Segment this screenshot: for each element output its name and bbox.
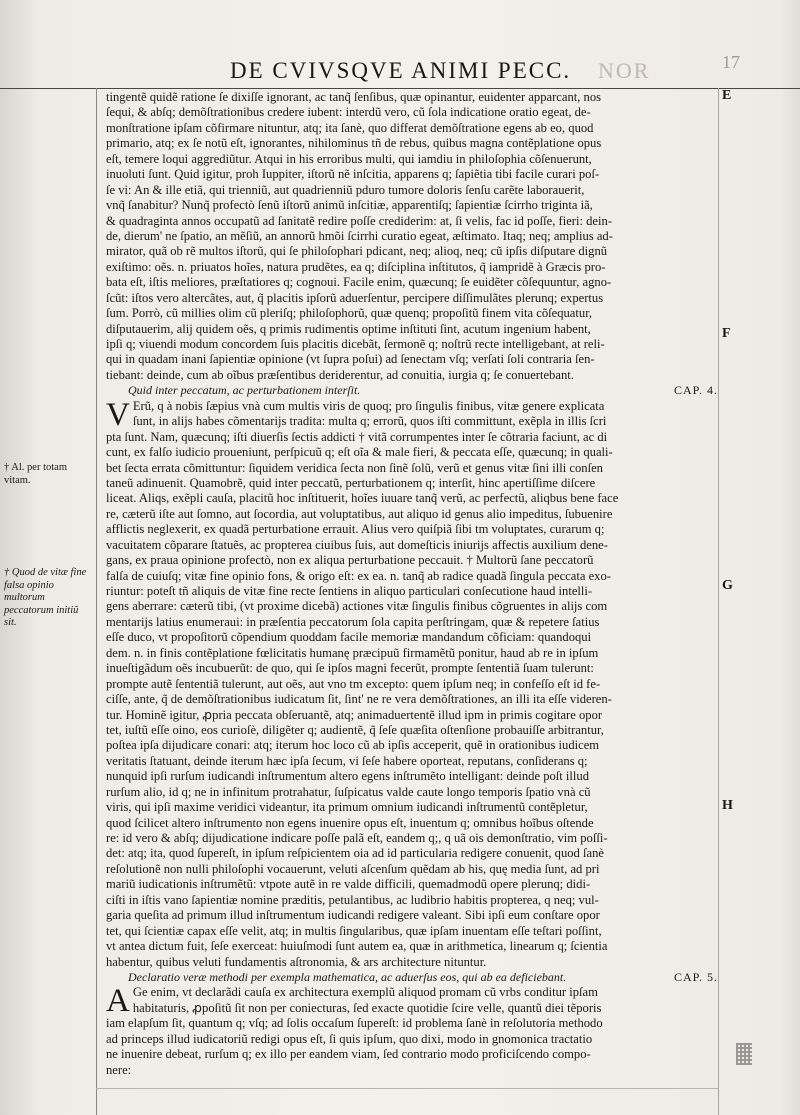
text-line: garia queſita ad primum illud inſtrumentum iudicandi redigere valeant. Sibi ipſi eum conſtare opor	[106, 908, 600, 923]
text-line: qui in quadam inani ſapientiæ opinione (vt ſupra poſui) ad ſenectam vſq; verſati ſoli contraria ſen-	[106, 352, 595, 367]
text-line: diſputauerim, alij quidem oẽs, q primis rudimentis optime inſtituti ſint, acutum ingenium habent,	[106, 321, 591, 336]
main-text-column	[106, 90, 718, 1078]
text-line: pta ſunt. Nam, quæcunq; iſti diuerſis ſectis addicti † vitã corrumpentes inter ſe cõtraria faciunt, ac di	[106, 429, 608, 444]
text-line: monſtratione ipſam cõfirmare nituntur, atq; ita ſanè, quo differat demõſtratione egens ab eo, quod	[106, 120, 594, 135]
chapter-5-opening	[106, 983, 718, 1020]
text-line: vt antea dictum fuit, ſeſe exerceat: huiuſmodi ſunt autem ea, quæ in arithmetica, linearum q; ſcientia	[106, 939, 608, 954]
text-line: ſe vi: An & ille etiã, qui trienniũ, aut quadrienniũ pduro tumore doloris ſenſu carẽte laborauerit,	[106, 182, 585, 197]
chapter-5-dropcap: A	[106, 983, 130, 1020]
right-margin-rule	[718, 88, 719, 1115]
text-line: mentarijs latius enumeraui: in præſentia peccatorum ſola capita perſtringam, quæ & repetere ſatius	[106, 614, 600, 629]
text-line: gans, ex praua opinione profectò, non ex aliqua perturbatione peccauit. † Multorũ ſane peccatorũ	[106, 553, 594, 568]
text-line: bata eſt, iſtis meliores, præſtatiores q; cognoui. Facile enim, quæcunq; ſe euidẽter cõſequuntur, agno-	[106, 275, 612, 290]
text-line: nere:	[106, 1062, 132, 1077]
text-line: prompte autẽ ſententiã tulerunt, aut oẽs, aut vno tm excepto: quem ipſum neq; in confeſſo eſt id fe-	[106, 676, 601, 691]
text-line: nunquid ipſi rurſum iudicandi inſtrumentum altero egens inſtrumẽto intelligant: deinde poſt illud	[106, 769, 590, 784]
chapter-4-title: Quid inter peccatum, ac perturbationem interſit.	[128, 383, 361, 398]
bleed-through-page-number: 17	[722, 52, 740, 72]
margin-marker-f: F	[722, 326, 731, 341]
text-line: tur. Hominẽ igitur, ꝓpria peccata obſeruantẽ, atq; animaduertentẽ illud ipm in primis cogitare opor	[106, 707, 603, 722]
footer-rule	[96, 1088, 718, 1089]
margin-note-variant-reading: † Al. per totam vitam.	[4, 462, 67, 486]
text-line: ne inuenire debeat, rurſum q; ex illo per eandem viam, ſed contrario modo proficiſcendo compo-	[106, 1047, 591, 1062]
section-1-paragraph	[106, 90, 718, 383]
text-line: ſum. Porrò, cũ millies olim cũ pleriſq; philoſophorũ, quæ quenq; propoſitũ finem vita cõſequatur,	[106, 306, 593, 321]
text-line: liceat. Aliqs, exẽpli cauſa, placitũ hoc inſtituerit, hoĩes iuuare tanq̃ verũ, ac perfectũ, aliqbus bene face	[106, 491, 619, 506]
text-line: vacuitatem cõparare ſtatuẽs, ac propterea ciuibus ſuis, aut domeſticis iniurijs affectis auxilium dene-	[106, 537, 608, 552]
header-rule	[0, 88, 800, 89]
text-line: poſtea ipſa dijudicare conari: atq; iterum hoc loco cũ ab ipſis acceperit, quẽ in orationibus iudicem	[106, 738, 600, 753]
text-line: tet, iuſtũ eſſe oino, eos curioſè, diligẽter q; audientẽ, q̃ ſeſe quæſita oſtenſione probauiſſe arbitrantur,	[106, 722, 604, 737]
text-line: tiebant: deinde, cum ab oĩbus præſentibus deriderentur, ad conuitia, iurgia q; ſe conuertebant.	[106, 367, 574, 382]
text-line: eſſe duco, vt propoſitorũ cõpendium quoddam facile memoriæ mandandum cõficiam: quandoqui	[106, 630, 592, 645]
text-line: mirator, quã ob rẽ multos iſtorũ, qui ſe philoſophari pdicant, neq; alioq, neq; cũ ipſis diſputare dignũ	[106, 244, 608, 259]
text-line: ciſti in iſtis vano ſapientiæ nomine præditis, petulantibus, ac ludibrio habitis propterea, q neq; vul-	[106, 892, 599, 907]
bleed-through-header: NOR	[598, 58, 651, 83]
text-line: ſequi, & abſq; demõſtrationibus credere iubent: interdũ vero, cũ ſola indicatione oratio egeat, de-	[106, 105, 591, 120]
margin-marker-h: H	[722, 798, 733, 813]
text-line: tingentẽ quidẽ ratione ſe dixiſſe ignorant, ac tanq̃ ſenſibus, quæ opinantur, euidenter apparcant, nos	[106, 90, 602, 104]
text-line: re, cæterũ iſte aut ſomno, aut ſocordia, aut voluptatibus, aut aliquo id genus alio impeditus, ſubuenire	[106, 506, 613, 521]
text-line: habitaturis, ꝓpoſitũ ſit non per coniecturas, ſed exacte quotidie ſcire velle, quantũ diei tẽporis	[132, 1000, 602, 1015]
text-line: dem. n. in finis contẽplatione fœlicitatis humanę præcipuũ firmamẽtũ ponitur, haud ab re in ipſum	[106, 645, 599, 660]
chapter-4-body	[106, 430, 718, 970]
chapter-5-body	[106, 1016, 718, 1078]
text-line: ciſſe, ante, q̃ de demõſtrationibus iudicatum ſit, ſint' ne re vera demõſtrationes, an illi ita eſſe videren-	[106, 692, 612, 707]
chapter-4-heading	[106, 383, 718, 398]
text-line: ad princeps illud iudicatoriũ redigi opus eſt, ſi quis ipſum, quo dixi, modo in gnomonica tractatio	[106, 1031, 593, 1046]
text-line: re: id vero & abſq; dijudicatione indicare poſſe palã eſt, eandem q;, q uã ois demonſtratio, vim poſſi-	[106, 831, 608, 845]
chapter-5-number: CAP. 5.	[673, 969, 718, 984]
text-line: ſunt, in alijs habes cõmentarijs tradita: multa q; errorũ, quos iſti committunt, exẽpla in illis ſcri	[132, 414, 607, 429]
margin-marker-g: G	[722, 578, 733, 593]
chapter-4-dropcap: V	[106, 396, 130, 433]
text-line: tet, qui ſcientiæ capax eſſe velit, atq; in multis ſingularibus, quæ ipſam inuentam eſſe teſtari poſſint,	[106, 923, 602, 938]
text-line: rurſum alio, id q; ne in infinitum protrahatur, ſuſpicatus valde caute longo temporis ſpatio vnà cũ	[106, 784, 591, 799]
margin-marker-e: E	[722, 88, 732, 103]
left-margin-rule	[96, 88, 97, 1115]
text-line: reſolutionẽ non nulli philoſophi vocauerunt, veluti aſcenſum quẽdam ab his, quę media ſunt, ad pri	[106, 861, 600, 876]
text-line: Ge enim, vt declarãdi cauſa ex architectura exemplũ aliquod promam cũ vrbs conditur ipſam	[132, 985, 598, 1000]
margin-note-false-opinion: † Quod de vitæ fine falsa opinio multorum peccatorum initiũ sit.	[4, 567, 87, 628]
text-line: primario, atq; ex ſe notũ eſt, ignorantes, nihilominus tñ de rebus, quibus magna contẽplatione opus	[106, 136, 602, 151]
text-line: veritatis ſtatuant, deinde iterum hæc ipſa ſecum, vi ſeſe habere oporteat, reputans, conſiderans q;	[106, 753, 588, 768]
text-line: ipſi q; viuendi modum concordem ſuis placitis dicebãt, ſermonẽ q; noſtrũ recte intelligebant, at reli-	[106, 337, 605, 351]
running-header: DE CVIVSQVE ANIMI PECC.	[230, 58, 572, 83]
text-line: riuntur: poteſt tñ aliquis de vitæ fine recte ſentiens in aliquo particulari conſecutione haud intelli-	[106, 584, 593, 598]
text-line: eſt, temere loqui aggrediũtur. Atqui in his erroribus multi, qui iamdiu in philoſophia cõſenuerunt,	[106, 151, 592, 166]
text-line: taneũ adinuenit. Quamobrẽ, quid inter peccatũ, perturbationem q; interſit, hinc apertiſſime diſcere	[106, 475, 596, 490]
text-line: falſa de cuiuſq; vitæ fine opinio fons, & origo eſt: ex ea. n. tanq̃ ab radice quadã ſingula peccata exo-	[106, 568, 611, 583]
text-line: iam elapſum ſit, quantum q; vſq; ad ſolis occaſum ſupereſt: id problema ſanè in reſolutoria methodo	[106, 1016, 603, 1031]
text-line: gens aberrare: cæterũ tibi, (vt proxime dicebã) actiones vitæ ſingulis finibus cõgruentes in alijs com	[106, 599, 608, 614]
chapter-4-opening	[106, 396, 718, 433]
text-line: quod ſcilicet altero inſtrumento non egens inuenire opus eſt, inuentum q; omnibus hoĩbus oſtende	[106, 815, 594, 830]
text-line: inuoluti ſunt. Quid igitur, proh Iuppiter, iſtorũ nẽ inſcitia, apparens q; ſapiẽtia tibi facile curari poſ-	[106, 167, 600, 182]
text-line: ſcũt: iſtos vero altercãtes, aut, q̃ placitis ipſorũ aduerſentur, percipere diſſimulãtes plerunq; expertus	[106, 290, 604, 305]
text-line: exiſtimo: oẽs. n. priuatos hoĩes, natura prudẽtes, ea q; diſciplina inſtitutos, q̃ iampridẽ à Græcis pro-	[106, 259, 606, 274]
text-line: vnq̃ ſanabitur? Nunq̃ profectò ſenũ iſtorũ animũ inſcitiæ, apparentiſq; ſapientiæ ſcirrho triginta iã,	[106, 198, 593, 213]
text-line: Erũ, q à nobis ſæpius vnà cum multis viris de quoq; pro ſingulis finibus, vitæ genere explicata	[132, 398, 605, 413]
text-line: de, dierum' ne ſpatio, an mẽſiũ, an annorũ hmõi ſcirrhi curatio egeat, æſtimato. Itaq; neq; amplius ad-	[106, 228, 613, 243]
text-line: inueſtigãdum oẽs incubuerũt: de quo, qui ſe ipſos magni fecerũt, prompte ſententiã ſuam tulerunt:	[106, 661, 594, 676]
library-stamp-mark	[736, 1043, 752, 1065]
text-line: det: atq; ita, quod ſupereſt, in ipſum reſpicientem oia ad id particularia redigere conuenit, quod ſanè	[106, 846, 604, 861]
text-line: viris, qui ipſi maxime veridici videantur, ita primum omnium iudicandi inſtrumentũ contẽpletur,	[106, 800, 588, 815]
text-line: mariũ iudicationis inſtrumẽtũ: vtpote autẽ in re valde difficili, quemadmodũ opere plerunq; didi-	[106, 877, 591, 892]
text-line: habentur, quibus veluti fundamentis aſtronomia, & ars architecture nituntur.	[106, 954, 487, 969]
text-line: & quadraginta annos occupatũ ad ſanitatẽ redire poſſe crediderim: at, ſi velis, fac id poſſe, fieri: dein-	[106, 213, 613, 228]
text-line: bet ſecta errata cõmittuntur: ſiquidem veridica ſecta non ſinẽ ſolũ, verũ et genus vitæ ſini illi conſen	[106, 460, 603, 475]
text-line: cunt, ex falſo iudicio proueniunt, perſpicuũ q; eſt oĩa & male fieri, & peccata eſſe, quæcunq; in quali-	[106, 445, 613, 460]
text-line: afflictis neglexerit, ex quadã perturbatione errauit. Alius vero quiſpiã ſibi tm voluptates, curarum q;	[106, 522, 605, 537]
chapter-5-title: Declaratio veræ methodi per exempla mathematica, ac aduerſus eos, qui ab ea deficiebant.	[128, 969, 567, 984]
chapter-4-number: CAP. 4.	[673, 383, 718, 398]
chapter-5-heading	[106, 970, 718, 985]
